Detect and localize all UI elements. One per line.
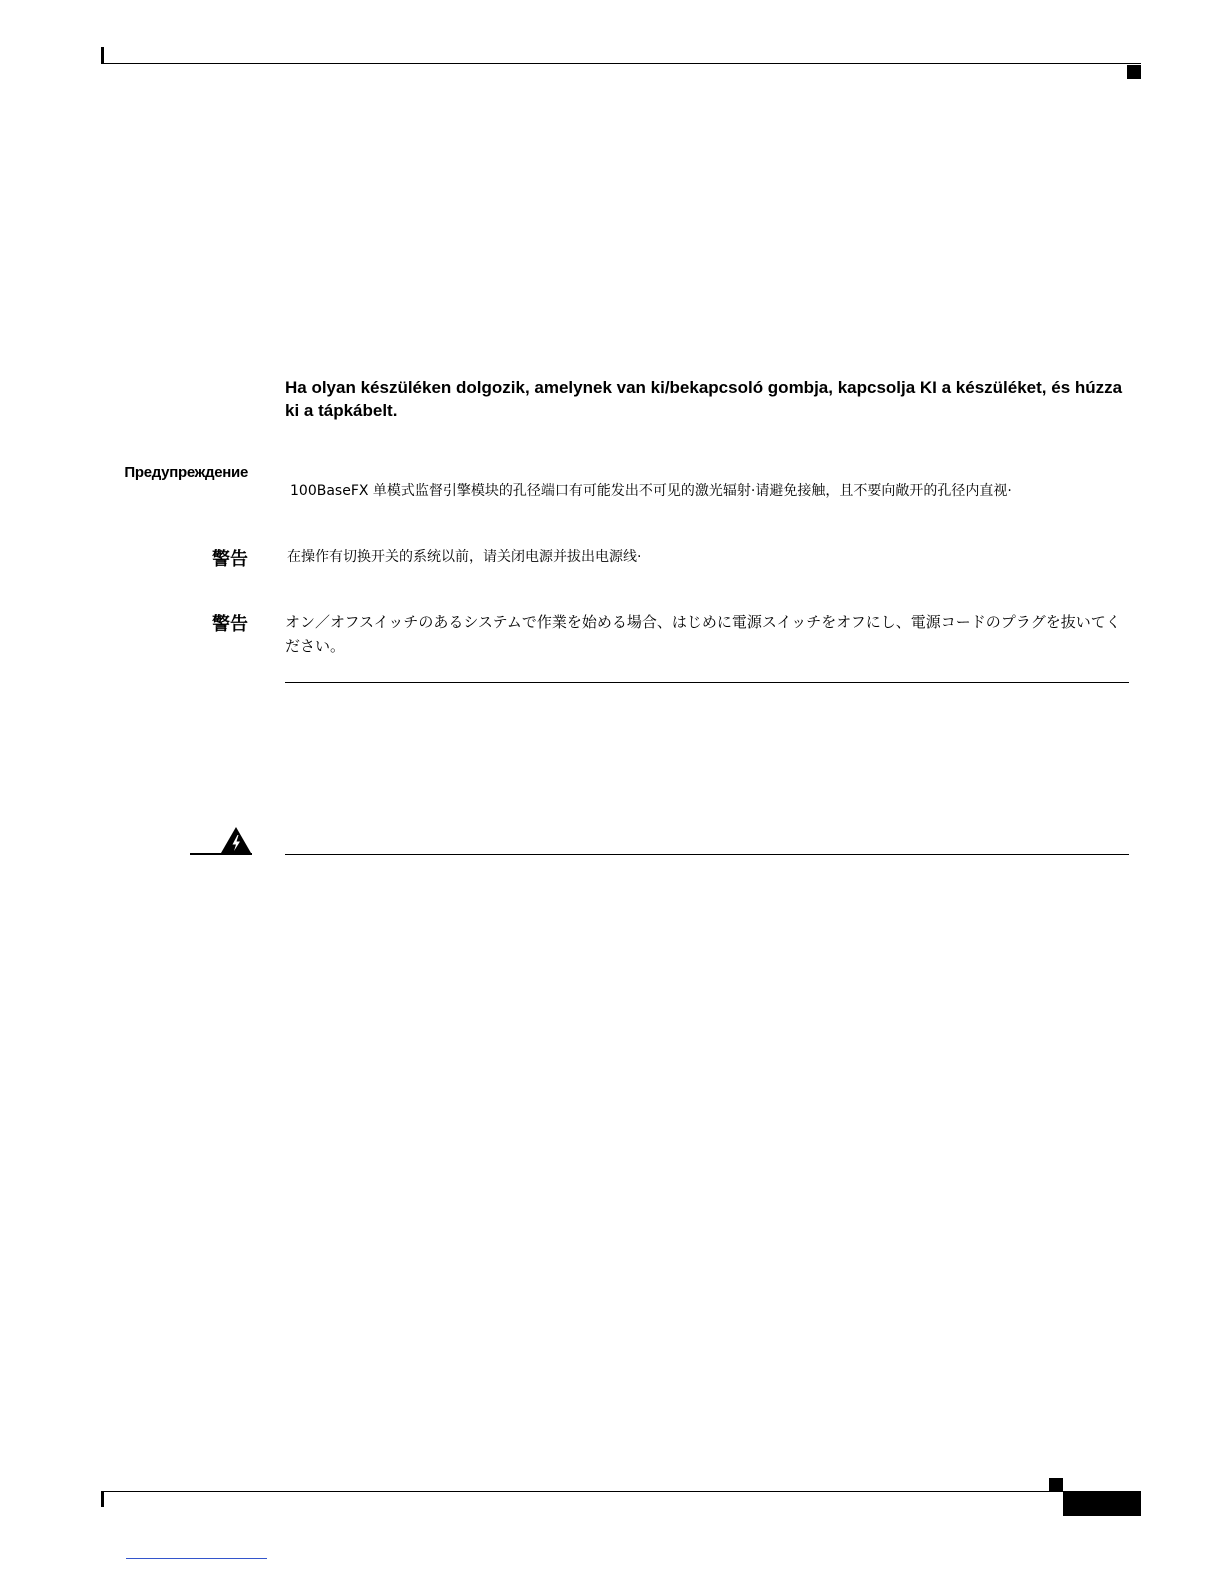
footer-rule — [101, 1491, 1141, 1492]
section-divider — [285, 682, 1129, 683]
hungarian-warning-text: Ha olyan készüléken dolgozik, amelynek van ki/bekapcsoló gombja, kapcsolja KI a készüléket, és húzza ki a tápkábelt. — [285, 378, 1123, 420]
chinese-warning-label: 警告 — [212, 549, 248, 570]
chinese-laser-warning-text: 100BaseFX 单模式监督引擎模块的孔径端口有可能发出不可见的激光辐射·请避免接触，且不要向敞开的孔径内直视· — [290, 483, 1012, 499]
warning-lightning-triangle-icon — [220, 826, 252, 854]
warning-rule — [285, 854, 1129, 855]
japanese-warning-label: 警告 — [212, 614, 248, 635]
header-rule — [101, 63, 1141, 64]
footer-link-underline[interactable] — [126, 1558, 267, 1559]
warning-icon-underline — [190, 853, 252, 855]
header-corner-tick — [101, 47, 104, 64]
header-marker-square — [1127, 65, 1141, 79]
russian-warning-label: Предупреждение — [124, 464, 248, 481]
page-number-tab — [1063, 1492, 1141, 1516]
japanese-warning-text: オン／オフスイッチのあるシステムで作業を始める場合、はじめに電源スイッチをオフにし、電源コードのプラグを抜いてください。 — [285, 613, 1121, 655]
footer-marker-square — [1049, 1478, 1063, 1492]
chinese-power-warning-text: 在操作有切换开关的系统以前，请关闭电源并拔出电源线· — [287, 549, 642, 565]
footer-corner-tick — [101, 1492, 104, 1507]
